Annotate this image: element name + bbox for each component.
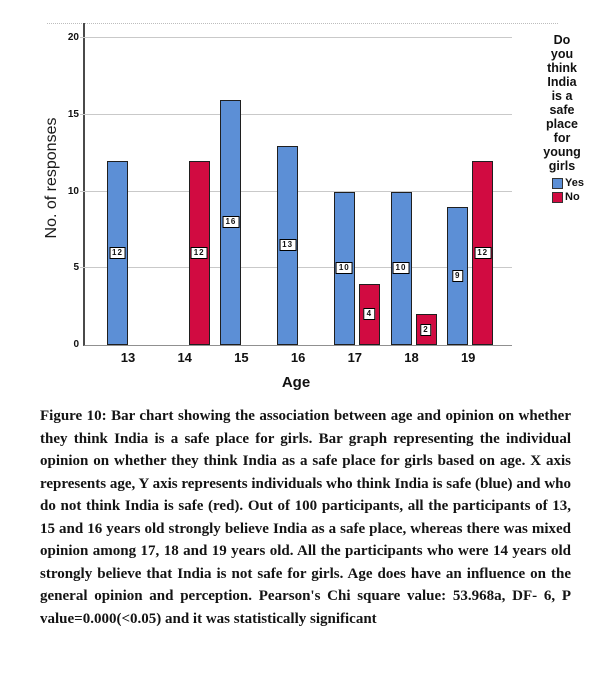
legend-title-line: for [553,131,571,145]
legend-title-line: place [546,117,578,131]
figure-caption: Figure 10: Bar chart showing the association between age and opinion on whether they think India is a safe place for girls. Bar graph representing the individual opinion on whether they think India as a safe place for girls based on age. X axis represents age, Y axis represents individuals who think India is safe (blue) and who do not think India is safe (red). Out of 100 participants, all the participants of 13, 15 and 16 years old strongly believe India as a safe place, whereas there was mixed opinion among 17, 18 and 19 years old. All the participants who were 14 years old strongly believe that India is not safe for girls. Age does have an influence on the general opinion and perception. Pearson's Chi square value: 53.968a, DF- 6, P value=0.000(<0.05) and it was statistically significant [40,408,571,627]
x-tick-15: 15 [234,350,249,365]
x-tick-14: 14 [177,350,192,365]
bar-value-label: 12 [474,247,491,259]
legend-item-yes [552,176,608,190]
gridline-y-15 [80,114,512,115]
y-axis-tick-labels [46,23,79,350]
x-tick-19: 19 [460,350,476,365]
legend-item-label: No [565,190,580,203]
bar-value-label: 12 [109,247,126,259]
bar-value-label: 13 [279,239,296,251]
y-tick-0: 0 [73,339,79,350]
legend-items [516,176,608,204]
legend-title-line: India [547,75,577,89]
legend-title-line: Do [553,33,571,47]
legend-title-line: you [550,47,574,61]
x-tick-13: 13 [120,350,136,365]
x-tick-16: 16 [290,350,306,365]
y-tick-5: 5 [73,262,79,274]
legend-item-no [552,190,608,204]
x-axis-title: Age [281,374,311,391]
y-tick-10: 10 [67,185,79,197]
y-tick-15: 15 [67,109,79,120]
gridline-y-20 [80,37,512,38]
plot-area [83,23,512,346]
legend-item-label: Yes [565,176,584,189]
y-axis-title: No. of responses [43,117,60,239]
legend-title-line: safe [549,103,575,117]
x-axis-tick-labels [83,350,510,368]
y-tick-20: 20 [67,32,79,44]
bar-value-label: 16 [222,216,239,228]
legend-title-line: think [547,61,577,75]
legend-swatch-yes [552,178,563,189]
x-tick-17: 17 [347,350,363,365]
bar-value-label: 10 [393,262,410,274]
bar-value-label: 2 [420,324,431,336]
legend-swatch-no [552,192,563,203]
x-tick-18: 18 [404,350,419,365]
bar-value-label: 12 [191,247,208,259]
bar-value-label: 4 [364,308,375,320]
legend [516,33,608,204]
legend-title-line: girls [548,159,576,173]
legend-title-line: is a [551,89,573,103]
bar-value-label: 9 [452,270,463,282]
legend-title [516,33,608,173]
bar-value-label: 10 [336,262,353,274]
legend-title-line: young [543,145,581,159]
